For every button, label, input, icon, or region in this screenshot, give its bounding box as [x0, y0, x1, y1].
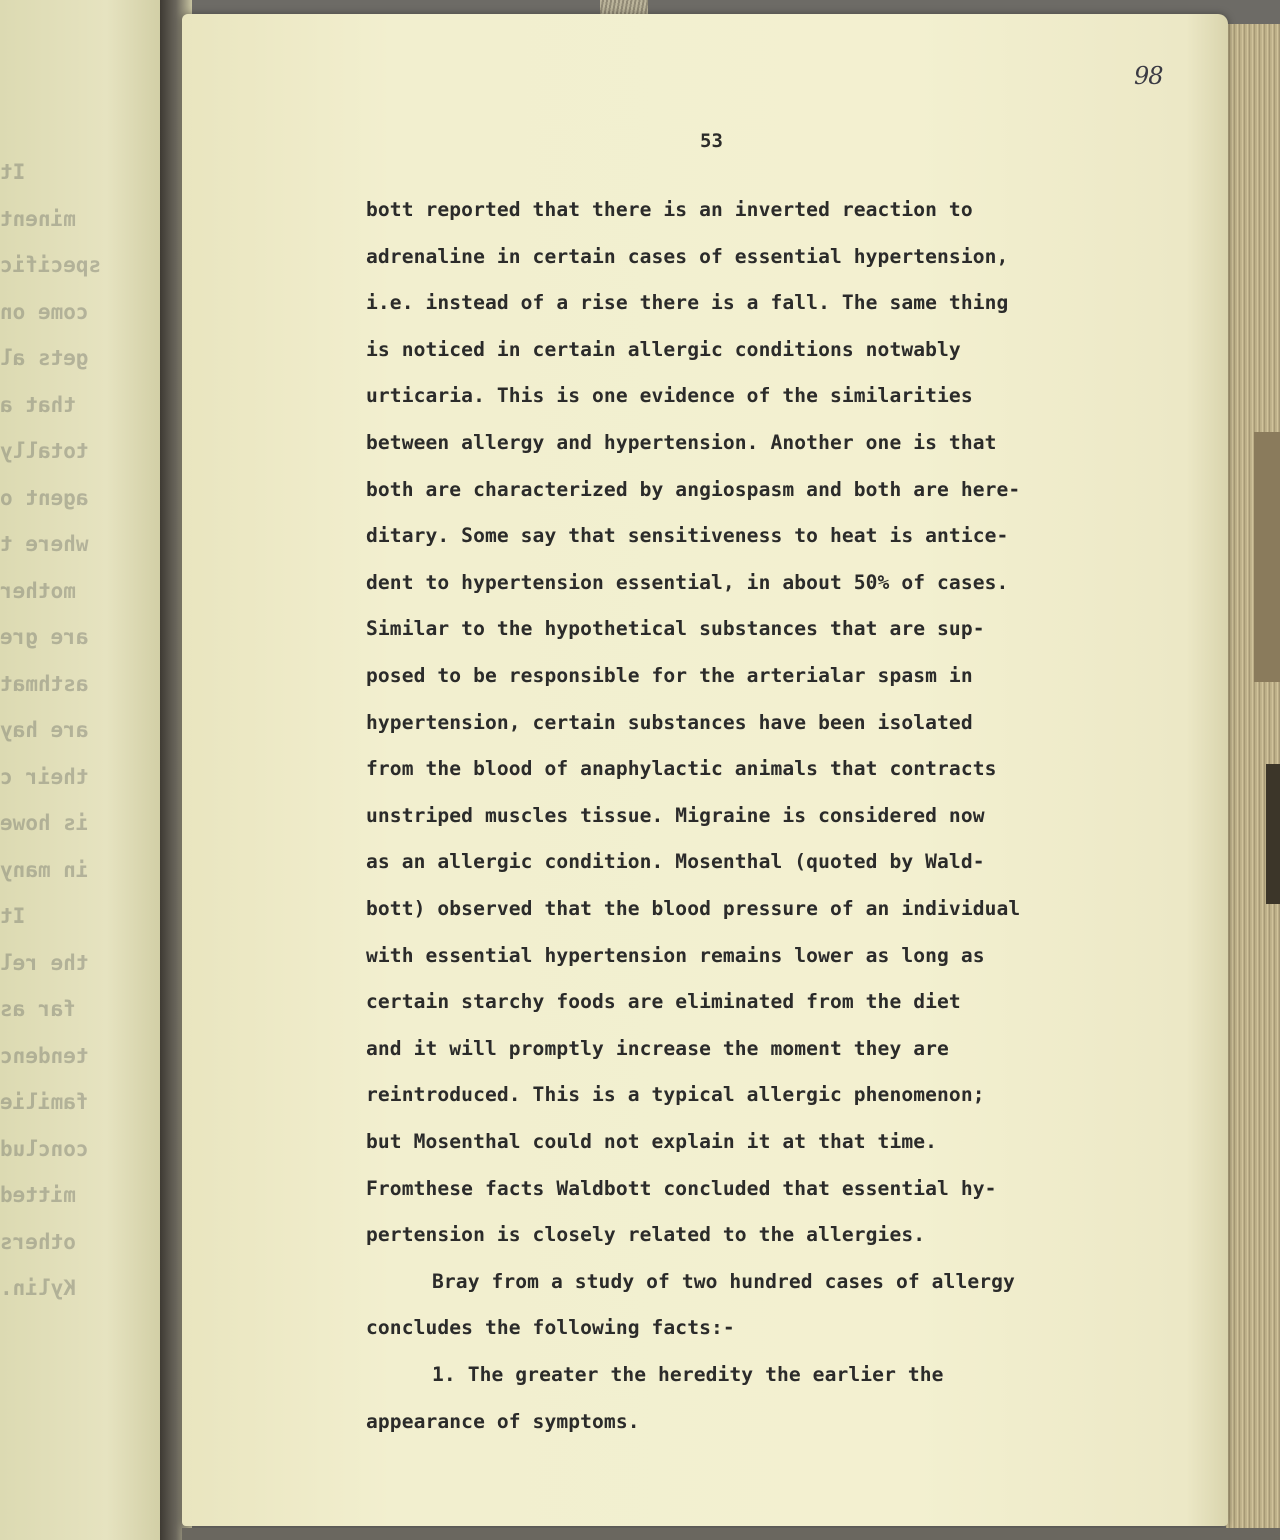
text-line: i.e. instead of a rise there is a fall. The same thing [366, 291, 1009, 315]
edge-tab [1266, 764, 1280, 904]
text-line: posed to be responsible for the arterialar spasm in [366, 664, 973, 687]
text-line: with essential hypertension remains lower as long as [366, 943, 985, 967]
previous-page [0, 0, 178, 1540]
ghost-text-line: tendenc [0, 1043, 89, 1068]
text-line: bott) observed that the blood pressure of an individual [366, 897, 1021, 920]
text-line: appearance of symptoms. [366, 1409, 640, 1433]
ghost-text-line: are gre [0, 625, 89, 649]
ghost-text-line: familie [0, 1090, 89, 1114]
ghost-text-line: asthmat [0, 671, 89, 696]
ghost-text-line: that a [0, 392, 76, 417]
text-line: Bray from a study of two hundred cases of allergy [432, 1269, 1015, 1293]
text-line: Similar to the hypothetical substances that are sup- [366, 617, 985, 641]
text-line: as an allergic condition. Mosenthal (quoted by Wald- [366, 850, 985, 874]
text-line: dent to hypertension essential, in about 50% of cases. [366, 570, 1009, 594]
text-line: and it will promptly increase the moment they are [366, 1036, 949, 1060]
bottom-shadow [182, 1528, 1280, 1540]
text-line: certain starchy foods are eliminated from the diet [366, 990, 961, 1014]
ghost-text-line: minent [0, 206, 76, 231]
text-line: concludes the following facts:- [366, 1316, 735, 1340]
text-line: 1. The greater the heredity the earlier the [432, 1363, 944, 1386]
ghost-text-line: is howe [0, 811, 89, 835]
ghost-text-line: conclud [0, 1136, 89, 1161]
text-line: both are characterized by angiospasm and both are here- [366, 477, 1021, 501]
ghost-text-line: others [0, 1229, 76, 1254]
text-line: pertension is closely related to the allergies. [366, 1223, 926, 1247]
folio-number: 98 [1134, 62, 1163, 90]
ghost-text-line: far as [0, 997, 76, 1021]
text-line: is noticed in certain allergic conditions notwably [366, 337, 961, 361]
ghost-text-line: specific [0, 253, 102, 277]
ghost-text-line: gets al [0, 346, 89, 370]
ghost-text-line: are hay [0, 718, 89, 742]
text-line: unstriped muscles tissue. Migraine is considered now [366, 803, 985, 827]
ghost-text-line: the rel [0, 950, 89, 975]
ghost-text-line: agent o [0, 485, 89, 510]
ghost-text-line: mitted [0, 1183, 76, 1207]
text-line: Fromthese facts Waldbott concluded that essential hy- [366, 1176, 997, 1200]
ghost-text-line: their c [0, 764, 89, 789]
text-line: hypertension, certain substances have been isolated [366, 710, 973, 734]
ghost-text-line: Kylin. [0, 1276, 76, 1300]
ghost-text-line: in many [0, 857, 89, 882]
page-fore-edge [1226, 24, 1280, 1540]
text-line: between allergy and hypertension. Another one is that [366, 431, 997, 454]
ghost-text-line: totally [0, 439, 89, 463]
ghost-text-line: It [0, 160, 26, 184]
ghost-text-line: mother [0, 578, 76, 603]
text-line: bott reported that there is an inverted reaction to [366, 198, 973, 221]
text-line: reintroduced. This is a typical allergic phenomenon; [366, 1083, 985, 1107]
text-line: ditary. Some say that sensitiveness to heat is antice- [366, 524, 1009, 548]
page-number: 53 [700, 130, 723, 152]
ghost-text-line: It [0, 904, 26, 928]
edge-tab [1254, 432, 1280, 682]
text-line: adrenaline in certain cases of essential hypertension, [366, 244, 1009, 268]
text-line: from the blood of anaphylactic animals that contracts [366, 757, 997, 781]
ghost-text-line: come on [0, 299, 89, 324]
text-line: but Mosenthal could not explain it at that time. [366, 1130, 938, 1153]
ghost-text-line: where t [0, 532, 89, 556]
text-line: urticaria. This is one evidence of the similarities [366, 384, 973, 408]
